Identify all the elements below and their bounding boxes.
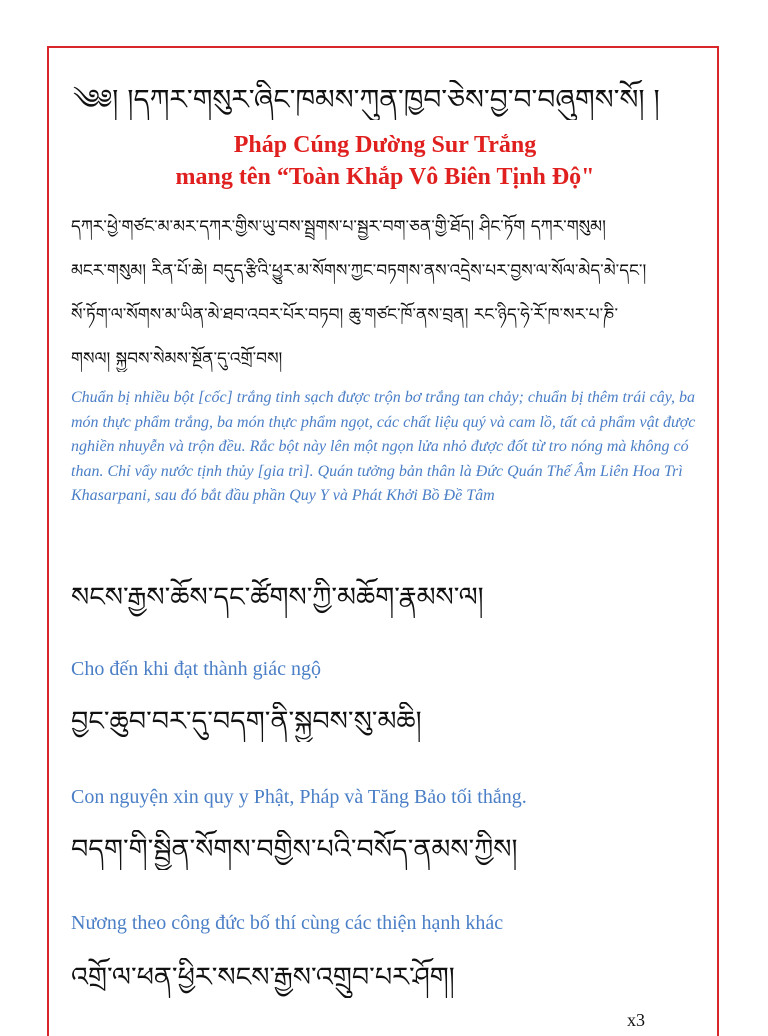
tibetan-preparation-line-1: དཀར་ཕྱེ་གཙང་མ་མར་དཀར་གྱིས་ཡུ་བས་སྦྲགས་པ་སྦྱར་བག་ཅན་གྱི་ཐོད། ཤིང་ཏོག དཀར་གསུམ།: [71, 217, 606, 237]
tibetan-preparation-line-3: སོ་ཏོག་ལ་སོགས་མ་ཡིན་མེ་ཐབ་འབར་པོར་བཏབ། ཆུ་གཙང་ཁོ་ནས་བྲན། རང་ཉིད་ཧེ་རོ་ཁ་སར་པ་ཎི་: [71, 305, 619, 325]
tibetan-preparation-line-2: མངར་གསུམ། རིན་པོ་ཆེ། བདུད་རྩིའི་ཕྱུར་མ་སོགས་ཀྱང་བཏགས་ནས་འདྲེས་པར་བྱས་ལ་སོལ་མེད་མེ་དང་།: [71, 261, 647, 281]
preparation-instruction: Chuẩn bị nhiều bột [cốc] trắng tinh sạch được trộn bơ trắng tan chảy; chuẩn bị thêm trái cây, ba món thực phẩm trắng, ba món thực phẩm ngọt, các chất liệu quý và cam lồ, tất cả phẩm vật được nghiền nhuyễn và trộn đều. Rắc bột này lên một ngọn lửa nhỏ được đốt từ tro nóng mà không có than. Chỉ vẩy nước tịnh thủy [gia trì]. Quán tưởng bản thân là Đức Quán Thế Âm Liên Hoa Trì Khasarpani, sau đó bắt đầu phần Quy Y và Phát Khởi Bồ Đề Tâm: [71, 389, 696, 504]
vietnamese-verse-3: Nương theo công đức bố thí cùng các thiện hạnh khác: [71, 912, 504, 934]
tibetan-preparation-line-4: གསལ། སྐྱབས་སེམས་སྔོན་དུ་འགྲོ་བས།: [71, 349, 283, 369]
tibetan-title: ༄༅། །དཀར་གསུར་ཞིང་ཁམས་ཀུན་ཁྱབ་ཅེས་བྱ་བ་བཞུགས་སོ། །: [73, 83, 660, 116]
vietnamese-verse-1: Cho đến khi đạt thành giác ngộ: [71, 658, 321, 680]
tibetan-verse-4: འགྲོ་ལ་ཕན་ཕྱིར་སངས་རྒྱས་འགྲུབ་པར་ཤོག།: [71, 962, 455, 993]
page-title-line2: mang tên “Toàn Khắp Vô Biên Tịnh Độ": [175, 164, 595, 190]
vietnamese-verse-2: Con nguyện xin quy y Phật, Pháp và Tăng Bảo tối thắng.: [71, 786, 527, 808]
tibetan-verse-2: བྱང་ཆུབ་བར་དུ་བདག་ནི་སྐྱབས་སུ་མཆི།: [71, 706, 422, 737]
document-page: [47, 46, 719, 1036]
repeat-mark: x3: [627, 1010, 645, 1030]
tibetan-verse-1: སངས་རྒྱས་ཆོས་དང་ཚོགས་ཀྱི་མཆོག་རྣམས་ལ།: [71, 582, 484, 613]
tibetan-verse-3: བདག་གི་སྦྱིན་སོགས་བགྱིས་པའི་བསོད་ནམས་ཀྱིས།: [71, 834, 518, 865]
page-title-line1: Pháp Cúng Dường Sur Trắng: [233, 132, 537, 158]
